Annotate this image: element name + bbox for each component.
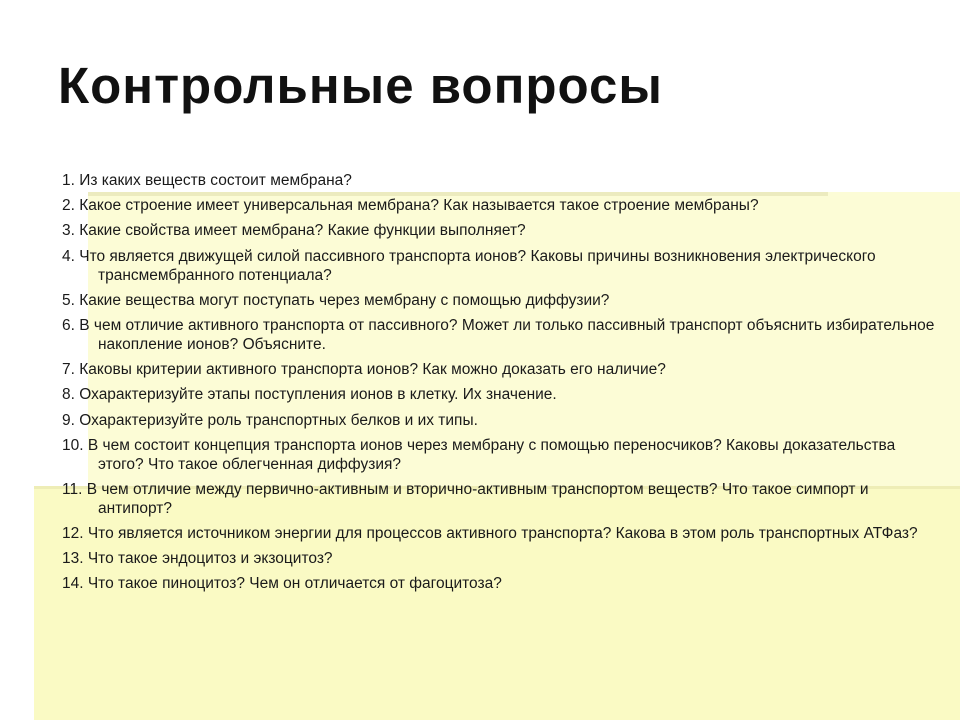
question-item-12: 12. Что является источником энергии для процессов активного транспорта? Какова в этом роль транспортных АТФаз? [62,525,918,543]
question-item-6: 6. В чем отличие активного транспорта от пассивного? Может ли только пассивный транспорт объяснить избирательное накопление ионов? Объясните. [62,316,935,353]
question-item-11: 11. В чем отличие между первично-активным и вторично-активным транспортом веществ? Что такое симпорт и антипорт? [62,480,869,517]
question-item-2: 2. Какое строение имеет универсальная мембрана? Как называется такое строение мембраны? [62,197,759,215]
question-item-3: 3. Какие свойства имеет мембрана? Какие функции выполняет? [62,222,526,240]
question-item-13: 13. Что такое эндоцитоз и экзоцитоз? [62,550,333,568]
question-item-1: 1. Из каких веществ состоит мембрана? [62,172,352,189]
question-item-14: 14. Что такое пиноцитоз? Чем он отличается от фагоцитоза? [62,575,502,593]
question-item-8: 8. Охарактеризуйте этапы поступления ионов в клетку. Их значение. [62,386,557,404]
slide-title: Контрольные вопросы [58,57,663,114]
question-list [62,171,942,600]
question-item-9: 9. Охарактеризуйте роль транспортных белков и их типы. [62,411,478,429]
question-item-4: 4. Что является движущей силой пассивного транспорта ионов? Каковы причины возникновения электрического трансмембранного потенциала? [62,247,876,284]
question-item-10: 10. В чем состоит концепция транспорта ионов через мембрану с помощью переносчиков? Каковы доказательства этого? Что такое облегченная диффузия? [62,436,896,473]
question-item-5: 5. Какие вещества могут поступать через мембрану с помощью диффузии? [62,291,610,309]
question-item-7: 7. Каковы критерии активного транспорта ионов? Как можно доказать его наличие? [62,361,666,379]
